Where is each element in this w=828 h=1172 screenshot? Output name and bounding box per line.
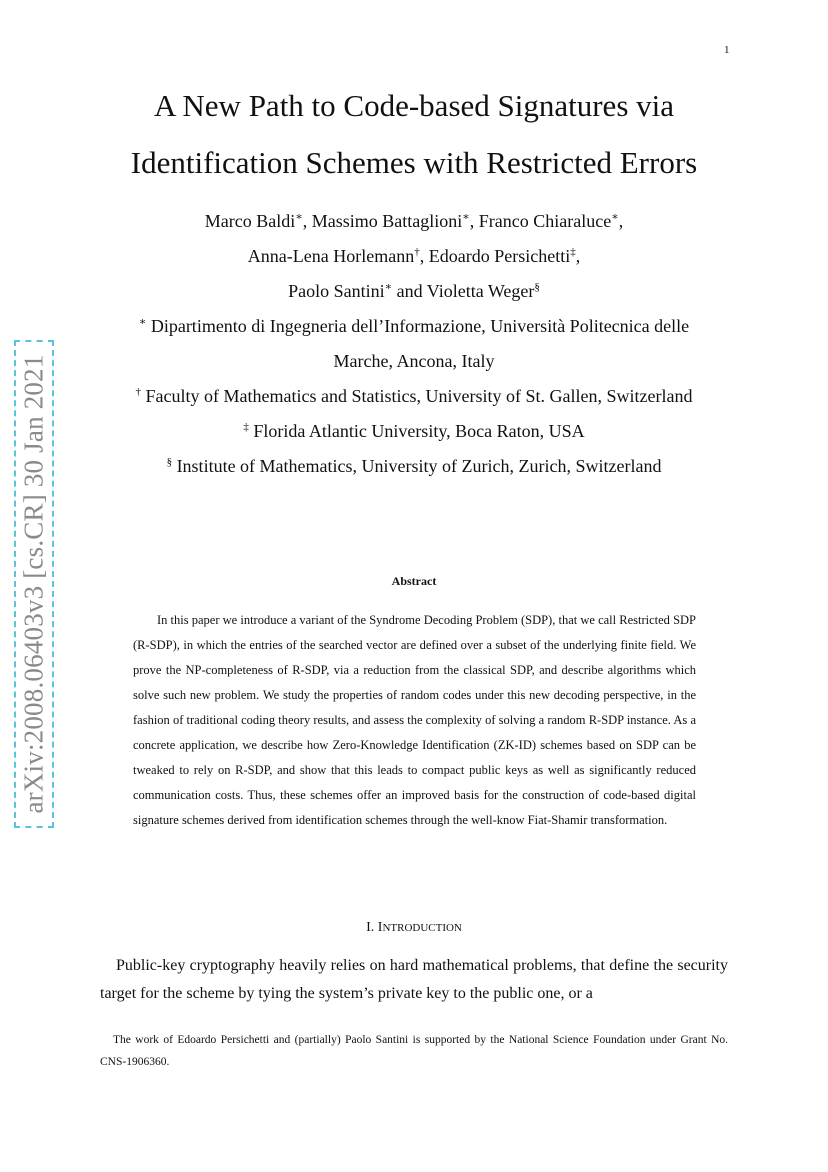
section-heading	[0, 920, 828, 936]
section-rest: NTRODUCTION	[382, 922, 462, 934]
author-name: Paolo Santini	[288, 281, 385, 301]
affiliation-mark: §	[534, 281, 540, 293]
paper-title-line-2: Identification Schemes with Restricted Errors	[130, 145, 698, 180]
paper-title-line-1: A New Path to Code-based Signatures via	[153, 88, 675, 123]
footnote: The work of Edoardo Persichetti and (partially) Paolo Santini is supported by the National Science Foundation under Grant No. CNS-1906360.	[100, 1034, 728, 1068]
intro-paragraph: Public-key cryptography heavily relies on hard mathematical problems, that define the security target for the scheme by tying the system’s private key to the public one, or a	[100, 957, 728, 1002]
abstract-heading: Abstract	[391, 574, 437, 588]
affiliation-mark: ‡	[570, 246, 576, 258]
author-line-2: Anna-Lena Horlemann†, Edoardo Persichetti‡,	[247, 246, 581, 266]
page-number: 1	[724, 44, 730, 56]
affiliation-1-line-1	[0, 317, 828, 335]
affiliation-text: Florida Atlantic University, Boca Raton, USA	[253, 421, 585, 441]
affiliation-mark: †	[414, 246, 420, 258]
author-name: Franco Chiaraluce	[478, 211, 612, 231]
author-name: Violetta Weger	[426, 281, 535, 301]
affiliation-text: Institute of Mathematics, University of Zurich, Zurich, Switzerland	[176, 456, 662, 476]
section-initial: I	[377, 920, 383, 935]
affiliation-mark: ∗	[138, 316, 147, 328]
author-name: Massimo Battaglioni	[311, 211, 463, 231]
affiliation-mark: ∗	[462, 211, 470, 223]
arxiv-identifier: arXiv:2008.06403v3 [cs.CR] 30 Jan 2021	[18, 354, 49, 814]
affiliation-mark: ‡	[243, 421, 249, 433]
affiliation-text: Dipartimento di Ingegneria dell’Informazione, Università Politecnica delle	[150, 316, 690, 336]
affiliation-3	[0, 422, 828, 440]
affiliation-1-line-2: Marche, Ancona, Italy	[333, 351, 495, 371]
affiliation-mark: ∗	[295, 211, 303, 223]
affiliation-mark: ∗	[611, 211, 619, 223]
affiliation-mark: †	[135, 386, 142, 398]
affiliation-4	[0, 457, 828, 475]
author-line-1: Marco Baldi∗, Massimo Battaglioni∗, Franco Chiaraluce∗,	[204, 211, 624, 231]
affiliation-mark: ∗	[384, 281, 393, 293]
affiliation-text: Faculty of Mathematics and Statistics, University of St. Gallen, Switzerland	[145, 386, 693, 406]
author-name: Edoardo Persichetti	[428, 246, 571, 266]
abstract-body: In this paper we introduce a variant of the Syndrome Decoding Problem (SDP), that we call Restricted SDP (R-SDP), in which the entries of the searched vector are defined over a subset of the underlying finite field. We prove the NP-completeness of R-SDP, via a reduction from the classical SDP, and describe algorithms which solve such new problem. We study the properties of random codes under this new decoding perspective, in the fashion of traditional coding theory results, and assess the complexity of solving a random R-SDP instance. As a concrete application, we describe how Zero-Knowledge Identification (ZK-ID) schemes based on SDP can be tweaked to rely on R-SDP, and show that this leads to compact public keys as well as significantly reduced communication costs. Thus, these schemes offer an improved basis for the construction of code-based digital signature schemes derived from identification schemes through the well-know Fiat-Shamir transformation.	[133, 613, 696, 827]
author-name: Marco Baldi	[204, 211, 296, 231]
affiliation-mark: §	[166, 456, 173, 468]
author-name: Anna-Lena Horlemann	[247, 246, 415, 266]
section-number: I.	[366, 920, 375, 935]
author-line-3: Paolo Santini∗ and Violetta Weger§	[288, 281, 540, 301]
affiliation-2	[0, 387, 828, 405]
